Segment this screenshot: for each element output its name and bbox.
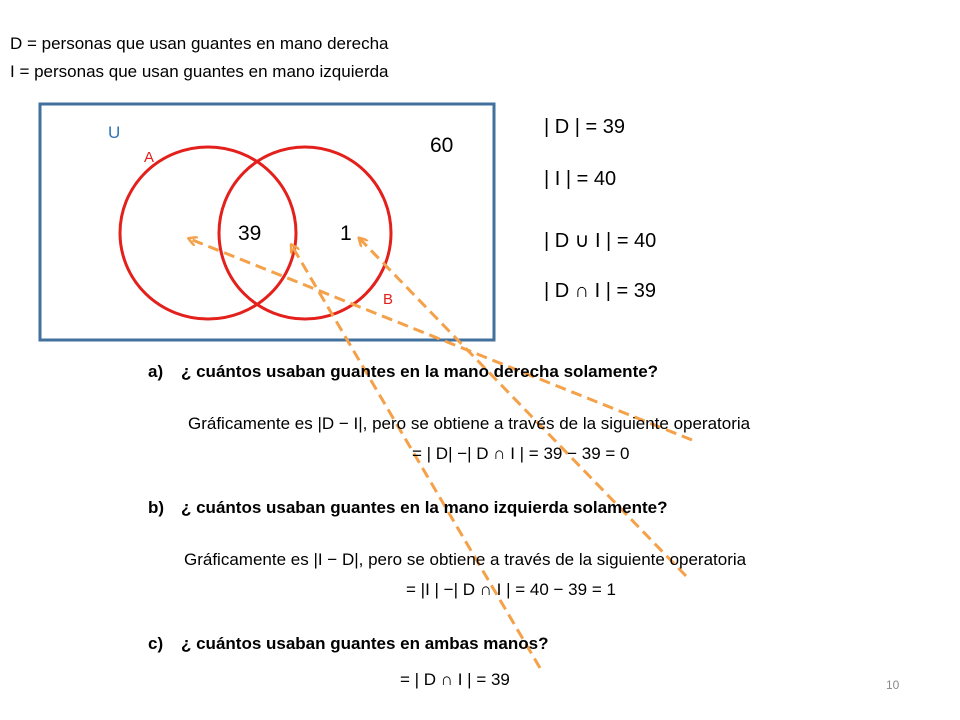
set-b-label: B: [383, 291, 394, 308]
question-b-text: ¿ cuántos usaban guantes en la mano izquierda solamente?: [181, 498, 668, 517]
right-only-value: 1: [340, 222, 352, 245]
question-b-explanation: Gráficamente es |I − D|, pero se obtiene a través de la siguiente operatoria: [184, 550, 747, 569]
question-c-label: c): [148, 634, 164, 653]
question-b-formula: = |I | −| D ∩ I | = 40 − 39 = 1: [406, 580, 616, 599]
question-b-label: b): [148, 498, 165, 517]
question-b: [148, 498, 668, 518]
question-c-formula: = | D ∩ I | = 39: [400, 670, 510, 689]
question-a-label: a): [148, 362, 164, 381]
outside-value: 60: [430, 134, 454, 157]
question-a: [148, 362, 658, 382]
cardinality-intersection: | D ∩ I | = 39: [544, 280, 657, 302]
circle-a: [120, 147, 296, 319]
question-a-explanation: Gráficamente es |D − I|, pero se obtiene a través de la siguiente operatoria: [188, 414, 751, 433]
question-c-text: ¿ cuántos usaban guantes en ambas manos?: [181, 634, 549, 653]
cardinality-union: | D ∪ I | = 40: [544, 230, 657, 252]
universe-label: U: [108, 123, 121, 142]
definition-d: D = personas que usan guantes en mano derecha: [10, 34, 389, 53]
question-a-text: ¿ cuántos usaban guantes en la mano derecha solamente?: [181, 362, 659, 381]
intersection-value: 39: [238, 222, 262, 245]
question-a-formula: = | D| −| D ∩ I | = 39 − 39 = 0: [412, 444, 630, 463]
set-a-label: A: [144, 149, 155, 166]
cardinality-i: | I | = 40: [544, 168, 617, 190]
page-number: 10: [886, 678, 900, 692]
definition-i: I = personas que usan guantes en mano izquierda: [10, 62, 389, 81]
cardinality-d: | D | = 39: [544, 116, 625, 138]
question-c: [148, 634, 548, 654]
